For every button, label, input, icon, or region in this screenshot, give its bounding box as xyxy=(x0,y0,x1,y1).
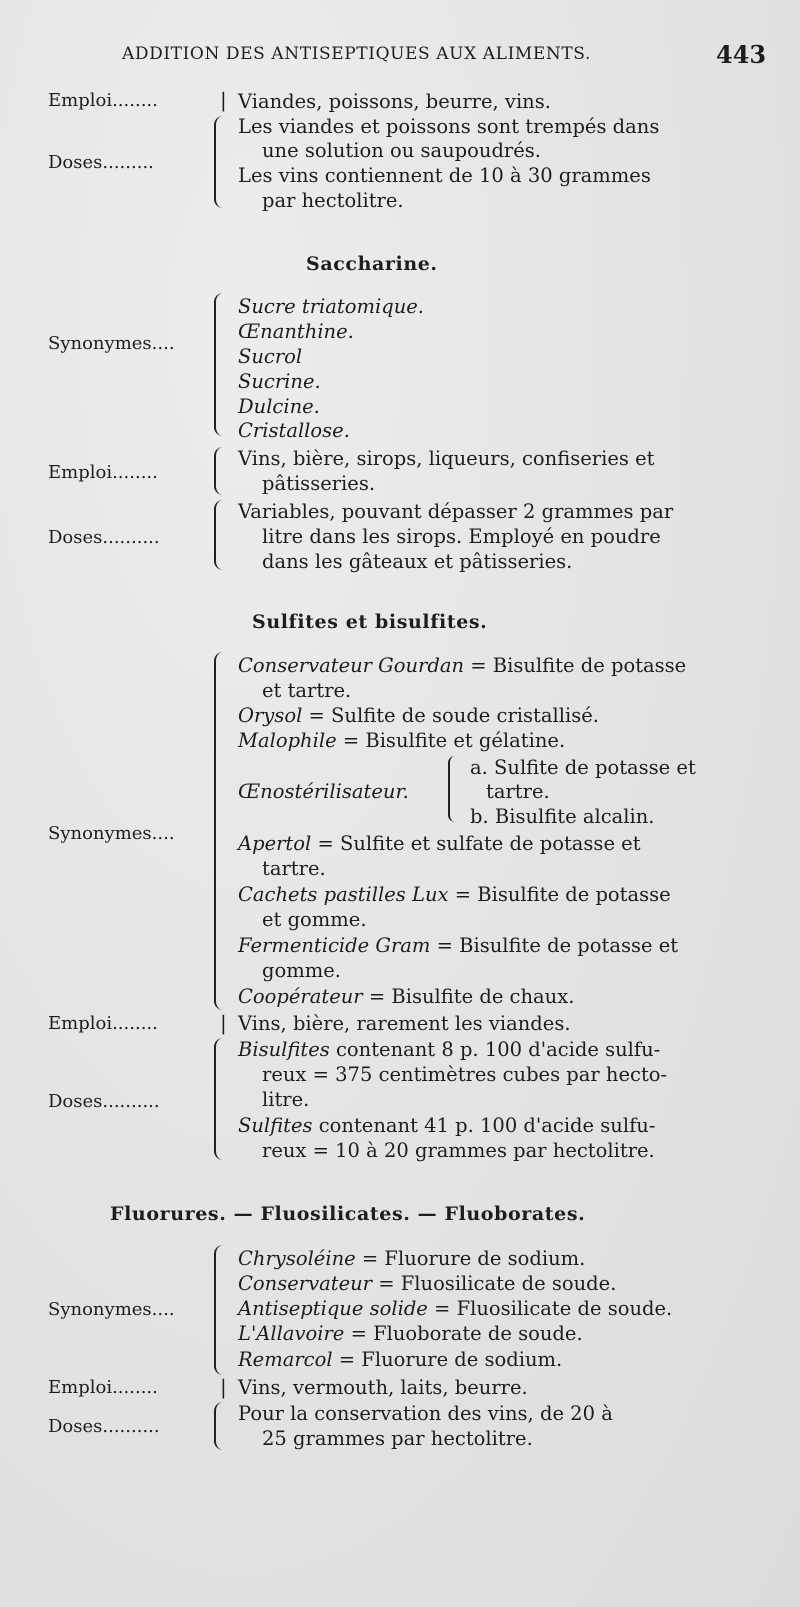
synonym-entry xyxy=(238,1350,562,1370)
emploi-text: Vins, bière, rarement les viandes. xyxy=(238,1012,571,1035)
emploi-label: Emploi........ xyxy=(48,90,158,111)
emploi-line: Vins, bière, sirops, liqueurs, confiseries et xyxy=(238,447,655,470)
synonym-def: b. Bisulfite alcalin. xyxy=(470,805,655,828)
doses-line: litre. xyxy=(262,1088,310,1111)
synonym-def: a. Sulfite de potasse et xyxy=(470,756,696,779)
synonym-entry xyxy=(238,987,574,1007)
synonym-name: Remarcol xyxy=(238,1348,333,1371)
brace xyxy=(214,116,225,208)
single-bar: | xyxy=(220,88,227,112)
synonym-name: Apertol xyxy=(238,832,312,855)
synonym-name: Antiseptique solide xyxy=(238,1297,428,1320)
synonym-def: = Fluosilicate de soude. xyxy=(434,1297,673,1320)
synonymes-label: Synonymes.... xyxy=(48,333,175,354)
doses-line: 25 grammes par hectolitre. xyxy=(262,1427,533,1450)
doses-line: Variables, pouvant dépasser 2 grammes par xyxy=(238,500,674,523)
synonym-entry xyxy=(238,1274,616,1294)
synonym-cont: et gomme. xyxy=(262,908,367,931)
single-bar: | xyxy=(220,1011,227,1035)
doses-label: Doses......... xyxy=(48,152,154,173)
running-title: ADDITION DES ANTISEPTIQUES AUX ALIMENTS. xyxy=(122,44,591,64)
synonym-def: = Bisulfite et gélatine. xyxy=(342,729,566,752)
synonym-name: L'Allavoire xyxy=(238,1322,345,1345)
doses-line: Pour la conservation des vins, de 20 à xyxy=(238,1402,613,1425)
brace xyxy=(214,293,225,436)
brace xyxy=(214,1245,225,1375)
synonym-name: Œnostérilisateur. xyxy=(238,780,409,803)
synonym-name: Conservateur xyxy=(238,1272,372,1295)
synonym-cont: tartre. xyxy=(486,780,550,803)
doses-line: dans les gâteaux et pâtisseries. xyxy=(262,550,573,573)
synonym-def: = Fluosilicate de soude. xyxy=(378,1272,617,1295)
synonym-name: Malophile xyxy=(238,729,337,752)
synonym-name: Cachets pastilles Lux xyxy=(238,883,449,906)
synonym-def: = Sulfite de soude cristallisé. xyxy=(308,704,599,727)
section-heading: Sulfites et bisulfites. xyxy=(252,611,488,633)
doses-name: Bisulfites xyxy=(238,1038,330,1061)
running-head xyxy=(0,40,800,70)
doses-entry xyxy=(238,1116,655,1136)
brace xyxy=(214,1402,225,1450)
doses-label: Doses.......... xyxy=(48,1416,160,1437)
synonym-cont: gomme. xyxy=(262,959,341,982)
page-number: 443 xyxy=(716,40,767,69)
synonym-def: = Bisulfite de potasse et xyxy=(436,934,679,957)
brace xyxy=(448,756,457,822)
doses-text: contenant 41 p. 100 d'acide sulfu- xyxy=(318,1114,656,1137)
synonym: Œnanthine. xyxy=(238,320,354,343)
synonym-entry xyxy=(238,1324,583,1344)
doses-line: par hectolitre. xyxy=(262,189,404,212)
section-heading: Fluorures. — Fluosilicates. — Fluoborates. xyxy=(110,1203,586,1225)
synonym: Dulcine. xyxy=(238,395,320,418)
synonym-def: = Sulfite et sulfate de potasse et xyxy=(317,832,641,855)
synonym-entry xyxy=(238,1249,585,1269)
brace xyxy=(214,500,225,570)
doses-entry xyxy=(238,1040,660,1060)
doses-line: Les vins contiennent de 10 à 30 grammes xyxy=(238,164,651,187)
doses-line: Les viandes et poissons sont trempés dans xyxy=(238,115,660,138)
emploi-text: Viandes, poissons, beurre, vins. xyxy=(238,90,551,113)
synonym-entry xyxy=(238,706,599,726)
emploi-label: Emploi........ xyxy=(48,1013,158,1034)
synonym-name: Coopérateur xyxy=(238,985,363,1008)
emploi-text: Vins, vermouth, laits, beurre. xyxy=(238,1376,528,1399)
synonym-def: = Bisulfite de potasse xyxy=(470,654,687,677)
synonym: Sucre triatomique. xyxy=(238,295,425,318)
synonym-entry xyxy=(238,656,686,676)
doses-text: contenant 8 p. 100 d'acide sulfu- xyxy=(335,1038,661,1061)
emploi-label: Emploi........ xyxy=(48,1377,158,1398)
synonym-entry xyxy=(238,1299,672,1319)
brace xyxy=(214,1038,225,1160)
synonym-name: Chrysoléine xyxy=(238,1247,356,1270)
synonym-def: = Fluorure de sodium. xyxy=(361,1247,586,1270)
synonym-def: = Bisulfite de potasse xyxy=(454,883,671,906)
synonym-name: Fermenticide Gram xyxy=(238,934,431,957)
doses-label: Doses.......... xyxy=(48,1091,160,1112)
synonym-cont: tartre. xyxy=(262,857,326,880)
brace xyxy=(214,652,225,1010)
section-heading: Saccharine. xyxy=(306,253,438,275)
doses-name: Sulfites xyxy=(238,1114,313,1137)
synonymes-label: Synonymes.... xyxy=(48,823,175,844)
emploi-line: pâtisseries. xyxy=(262,472,376,495)
doses-label: Doses.......... xyxy=(48,527,160,548)
doses-line: reux = 10 à 20 grammes par hectolitre. xyxy=(262,1139,655,1162)
synonym-cont: et tartre. xyxy=(262,679,352,702)
synonym-entry xyxy=(238,731,565,751)
brace xyxy=(214,447,225,495)
single-bar: | xyxy=(220,1375,227,1399)
synonym-name: Orysol xyxy=(238,704,303,727)
synonym-def: = Fluoborate de soude. xyxy=(350,1322,583,1345)
synonym: Sucrine. xyxy=(238,370,321,393)
doses-line: une solution ou saupoudrés. xyxy=(262,139,541,162)
synonym-def: = Fluorure de sodium. xyxy=(338,1348,563,1371)
emploi-label: Emploi........ xyxy=(48,462,158,483)
synonymes-label: Synonymes.... xyxy=(48,1299,175,1320)
synonym: Sucrol xyxy=(238,345,303,368)
doses-line: litre dans les sirops. Employé en poudre xyxy=(262,525,661,548)
synonym-entry xyxy=(238,834,641,854)
synonym-entry xyxy=(238,885,671,905)
synonym-def: = Bisulfite de chaux. xyxy=(368,985,575,1008)
doses-line: reux = 375 centimètres cubes par hecto- xyxy=(262,1063,668,1086)
synonym-entry xyxy=(238,936,678,956)
synonym-name: Conservateur Gourdan xyxy=(238,654,465,677)
synonym: Cristallose. xyxy=(238,419,350,442)
